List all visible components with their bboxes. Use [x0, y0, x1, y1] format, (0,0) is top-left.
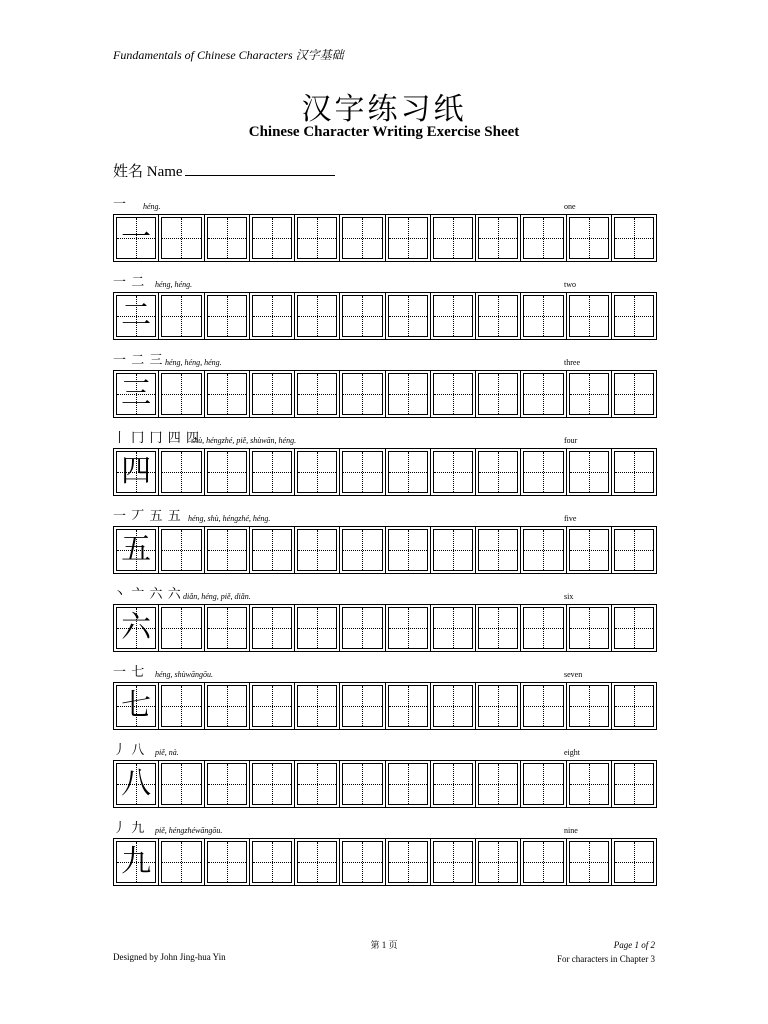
practice-cell	[567, 449, 612, 495]
practice-cell	[612, 449, 656, 495]
practice-cell	[340, 683, 385, 729]
cell-guide	[478, 529, 518, 571]
character-meaning: three	[564, 358, 580, 367]
stroke-names: héng, héng, héng.	[165, 358, 222, 367]
practice-cell	[386, 293, 431, 339]
practice-cell	[431, 683, 476, 729]
stroke-order: 丶 亠 六 六	[113, 586, 182, 601]
character-meaning: four	[564, 436, 578, 445]
practice-cell	[567, 761, 612, 807]
stroke-order: 一 二 三	[113, 352, 164, 367]
cell-guide	[478, 373, 518, 415]
practice-row	[113, 820, 657, 898]
model-cell	[114, 293, 159, 339]
cell-guide	[252, 373, 292, 415]
cell-guide	[523, 607, 563, 649]
cell-guide	[523, 295, 563, 337]
practice-cell	[205, 761, 250, 807]
practice-cell	[295, 683, 340, 729]
cell-guide	[523, 529, 563, 571]
cell-guide	[342, 373, 382, 415]
cell-guide	[252, 607, 292, 649]
cell-guide	[252, 451, 292, 493]
model-character: 九	[121, 845, 152, 878]
cell-guide	[207, 451, 247, 493]
cell-guide	[569, 607, 609, 649]
practice-cell	[250, 527, 295, 573]
practice-cell	[567, 293, 612, 339]
page-subtitle: Chinese Character Writing Exercise Sheet	[248, 124, 520, 140]
cell-guide	[252, 763, 292, 805]
practice-cell	[250, 293, 295, 339]
cell-guide	[207, 685, 247, 727]
cell-guide	[388, 529, 428, 571]
chapter-note: For characters in Chapter 3	[557, 954, 655, 964]
practice-cell	[159, 293, 204, 339]
practice-cell	[250, 215, 295, 261]
cell-guide	[161, 685, 201, 727]
page-number-cn: 第 1 页	[370, 940, 398, 950]
practice-cell	[159, 527, 204, 573]
row-header	[113, 274, 657, 292]
cell-guide	[569, 451, 609, 493]
stroke-names: héng, shù, héngzhé, héng.	[188, 514, 271, 523]
model-cell	[114, 761, 159, 807]
practice-cell	[295, 215, 340, 261]
practice-grid	[113, 370, 657, 418]
practice-cell	[476, 839, 521, 885]
practice-cell	[386, 371, 431, 417]
practice-grid	[113, 838, 657, 886]
practice-row	[113, 664, 657, 742]
practice-cell	[340, 215, 385, 261]
cell-guide	[297, 373, 337, 415]
cell-guide	[342, 607, 382, 649]
cell-guide	[207, 841, 247, 883]
practice-cell	[386, 839, 431, 885]
cell-guide	[161, 763, 201, 805]
character-meaning: seven	[564, 670, 583, 679]
cell-guide	[342, 217, 382, 259]
stroke-names: piě, nà.	[155, 748, 179, 757]
cell-guide	[342, 295, 382, 337]
model-character: 六	[121, 611, 152, 644]
cell-guide	[569, 685, 609, 727]
practice-cell	[567, 527, 612, 573]
cell-guide	[388, 373, 428, 415]
cell-guide	[433, 685, 473, 727]
cell-guide	[161, 451, 201, 493]
row-header	[113, 664, 657, 682]
practice-cell	[521, 449, 566, 495]
model-cell	[114, 839, 159, 885]
practice-row	[113, 508, 657, 586]
practice-row	[113, 742, 657, 820]
practice-cell	[205, 371, 250, 417]
practice-grid	[113, 526, 657, 574]
character-meaning: nine	[564, 826, 578, 835]
model-cell	[114, 371, 159, 417]
character-meaning: eight	[564, 748, 580, 757]
practice-cell	[612, 371, 656, 417]
practice-cell	[250, 761, 295, 807]
stroke-order: 一 二	[113, 274, 146, 289]
cell-guide	[388, 217, 428, 259]
practice-cell	[295, 293, 340, 339]
practice-row	[113, 430, 657, 508]
row-header	[113, 508, 657, 526]
practice-cell	[159, 449, 204, 495]
cell-guide	[433, 607, 473, 649]
practice-grid	[113, 682, 657, 730]
practice-cell	[476, 527, 521, 573]
page-number-en: Page 1 of 2	[613, 940, 655, 950]
practice-cell	[340, 761, 385, 807]
cell-guide	[523, 451, 563, 493]
cell-guide	[342, 529, 382, 571]
cell-guide	[342, 841, 382, 883]
practice-cell	[521, 293, 566, 339]
exercise-rows	[113, 196, 657, 898]
cell-guide	[614, 685, 654, 727]
cell-guide	[388, 295, 428, 337]
cell-guide	[433, 217, 473, 259]
practice-cell	[250, 449, 295, 495]
practice-cell	[521, 839, 566, 885]
cell-guide	[478, 685, 518, 727]
cell-guide	[478, 841, 518, 883]
practice-cell	[476, 605, 521, 651]
practice-cell	[205, 215, 250, 261]
practice-cell	[205, 527, 250, 573]
row-header	[113, 820, 657, 838]
practice-cell	[250, 605, 295, 651]
cell-guide	[297, 217, 337, 259]
cell-guide	[478, 607, 518, 649]
cell-guide	[569, 763, 609, 805]
cell-guide	[388, 685, 428, 727]
cell-guide	[569, 841, 609, 883]
practice-cell	[340, 527, 385, 573]
cell-guide	[478, 295, 518, 337]
stroke-order: 一 丆 五 五	[113, 508, 182, 523]
practice-cell	[159, 371, 204, 417]
cell-guide	[161, 607, 201, 649]
practice-cell	[386, 215, 431, 261]
cell-guide	[207, 295, 247, 337]
practice-cell	[205, 605, 250, 651]
stroke-names: piě, héngzhéwāngōu.	[155, 826, 223, 835]
cell-guide	[297, 295, 337, 337]
cell-guide	[523, 685, 563, 727]
practice-cell	[295, 839, 340, 885]
row-header	[113, 352, 657, 370]
practice-row	[113, 586, 657, 664]
practice-cell	[612, 527, 656, 573]
practice-cell	[521, 605, 566, 651]
cell-guide	[388, 763, 428, 805]
practice-cell	[431, 527, 476, 573]
cell-guide	[614, 295, 654, 337]
practice-row	[113, 196, 657, 274]
cell-guide	[614, 451, 654, 493]
practice-cell	[521, 761, 566, 807]
cell-guide	[388, 607, 428, 649]
cell-guide	[252, 841, 292, 883]
practice-cell	[340, 449, 385, 495]
row-header	[113, 586, 657, 604]
cell-guide	[207, 763, 247, 805]
cell-guide	[297, 763, 337, 805]
cell-guide	[523, 217, 563, 259]
stroke-names: héng.	[143, 202, 161, 211]
practice-grid	[113, 760, 657, 808]
practice-cell	[250, 683, 295, 729]
practice-cell	[612, 839, 656, 885]
stroke-order: 丿 九	[113, 820, 146, 835]
model-character: 七	[121, 689, 152, 722]
practice-cell	[612, 683, 656, 729]
practice-cell	[476, 293, 521, 339]
cell-guide	[478, 217, 518, 259]
cell-guide	[342, 763, 382, 805]
footer-right	[557, 938, 655, 966]
model-cell	[114, 683, 159, 729]
model-character: 八	[121, 767, 152, 800]
cell-guide	[297, 685, 337, 727]
cell-guide	[614, 373, 654, 415]
cell-guide	[614, 607, 654, 649]
cell-guide	[207, 217, 247, 259]
character-meaning: six	[564, 592, 574, 601]
cell-guide	[433, 841, 473, 883]
stroke-order: 丨 冂 冂 四 四	[113, 430, 201, 445]
cell-guide	[297, 607, 337, 649]
practice-grid	[113, 292, 657, 340]
cell-guide	[569, 373, 609, 415]
model-cell	[114, 605, 159, 651]
row-header	[113, 196, 657, 214]
model-cell	[114, 527, 159, 573]
practice-cell	[159, 605, 204, 651]
practice-cell	[567, 683, 612, 729]
cell-guide	[433, 451, 473, 493]
cell-guide	[297, 529, 337, 571]
practice-cell	[386, 527, 431, 573]
cell-guide	[433, 529, 473, 571]
cell-guide	[478, 763, 518, 805]
practice-cell	[476, 683, 521, 729]
cell-guide	[161, 841, 201, 883]
practice-cell	[476, 761, 521, 807]
character-meaning: two	[564, 280, 576, 289]
practice-cell	[205, 839, 250, 885]
practice-cell	[340, 371, 385, 417]
cell-guide	[252, 685, 292, 727]
practice-cell	[567, 371, 612, 417]
practice-cell	[612, 215, 656, 261]
practice-cell	[386, 449, 431, 495]
practice-cell	[612, 293, 656, 339]
practice-cell	[521, 683, 566, 729]
practice-cell	[340, 293, 385, 339]
practice-cell	[521, 527, 566, 573]
stroke-names: diǎn, héng, piě, diǎn.	[183, 592, 251, 601]
cell-guide	[297, 451, 337, 493]
practice-cell	[431, 839, 476, 885]
practice-cell	[386, 605, 431, 651]
model-cell	[114, 449, 159, 495]
practice-cell	[476, 449, 521, 495]
character-meaning: five	[564, 514, 577, 523]
stroke-names: héng, héng.	[155, 280, 193, 289]
document-header: Fundamentals of Chinese Characters 汉字基础	[113, 48, 344, 62]
practice-cell	[476, 371, 521, 417]
practice-cell	[295, 527, 340, 573]
cell-guide	[433, 763, 473, 805]
cell-guide	[569, 217, 609, 259]
practice-row	[113, 352, 657, 430]
cell-guide	[614, 529, 654, 571]
row-header	[113, 430, 657, 448]
practice-cell	[250, 371, 295, 417]
practice-cell	[295, 761, 340, 807]
cell-guide	[478, 451, 518, 493]
practice-grid	[113, 604, 657, 652]
practice-cell	[431, 605, 476, 651]
stroke-order: 一	[113, 196, 128, 211]
stroke-names: héng, shùwāngōu.	[155, 670, 213, 679]
cell-guide	[523, 763, 563, 805]
practice-cell	[340, 605, 385, 651]
practice-cell	[612, 761, 656, 807]
practice-cell	[295, 605, 340, 651]
cell-guide	[252, 217, 292, 259]
practice-cell	[205, 293, 250, 339]
practice-cell	[431, 293, 476, 339]
cell-guide	[388, 451, 428, 493]
practice-cell	[431, 761, 476, 807]
practice-cell	[431, 449, 476, 495]
practice-grid	[113, 448, 657, 496]
practice-cell	[159, 215, 204, 261]
practice-cell	[386, 761, 431, 807]
practice-cell	[205, 449, 250, 495]
cell-guide	[161, 295, 201, 337]
practice-cell	[431, 215, 476, 261]
character-meaning: one	[564, 202, 576, 211]
cell-guide	[252, 295, 292, 337]
practice-cell	[159, 683, 204, 729]
practice-cell	[386, 683, 431, 729]
cell-guide	[614, 217, 654, 259]
model-character: 五	[121, 533, 152, 566]
practice-row	[113, 274, 657, 352]
cell-guide	[342, 685, 382, 727]
model-character: 二	[121, 299, 152, 332]
cell-guide	[161, 217, 201, 259]
practice-cell	[295, 449, 340, 495]
practice-cell	[567, 215, 612, 261]
practice-cell	[567, 839, 612, 885]
practice-cell	[159, 839, 204, 885]
cell-guide	[569, 295, 609, 337]
practice-cell	[476, 215, 521, 261]
cell-guide	[161, 529, 201, 571]
cell-guide	[388, 841, 428, 883]
cell-guide	[433, 295, 473, 337]
model-cell	[114, 215, 159, 261]
cell-guide	[569, 529, 609, 571]
model-character: 三	[121, 377, 152, 410]
cell-guide	[252, 529, 292, 571]
stroke-order: 一 七	[113, 664, 146, 679]
practice-cell	[159, 761, 204, 807]
stroke-names: shù, héngzhé, piě, shùwān, héng.	[191, 436, 297, 445]
practice-cell	[205, 683, 250, 729]
cell-guide	[342, 451, 382, 493]
practice-cell	[567, 605, 612, 651]
cell-guide	[207, 373, 247, 415]
designer-credit: Designed by John Jing-hua Yin	[113, 952, 226, 962]
model-character: 四	[121, 455, 152, 488]
cell-guide	[207, 607, 247, 649]
cell-guide	[433, 373, 473, 415]
cell-guide	[207, 529, 247, 571]
stroke-order: 丿 八	[113, 742, 146, 757]
name-blank-line	[185, 161, 335, 176]
cell-guide	[523, 841, 563, 883]
page-title: 汉字练习纸	[301, 93, 467, 126]
cell-guide	[523, 373, 563, 415]
cell-guide	[161, 373, 201, 415]
name-label: 姓名 Name	[113, 164, 183, 180]
practice-cell	[250, 839, 295, 885]
practice-cell	[612, 605, 656, 651]
name-field	[113, 160, 335, 181]
cell-guide	[297, 841, 337, 883]
cell-guide	[614, 763, 654, 805]
practice-cell	[521, 371, 566, 417]
model-character: 一	[121, 221, 152, 254]
practice-cell	[431, 371, 476, 417]
practice-cell	[295, 371, 340, 417]
practice-cell	[340, 839, 385, 885]
cell-guide	[614, 841, 654, 883]
practice-grid	[113, 214, 657, 262]
row-header	[113, 742, 657, 760]
practice-cell	[521, 215, 566, 261]
